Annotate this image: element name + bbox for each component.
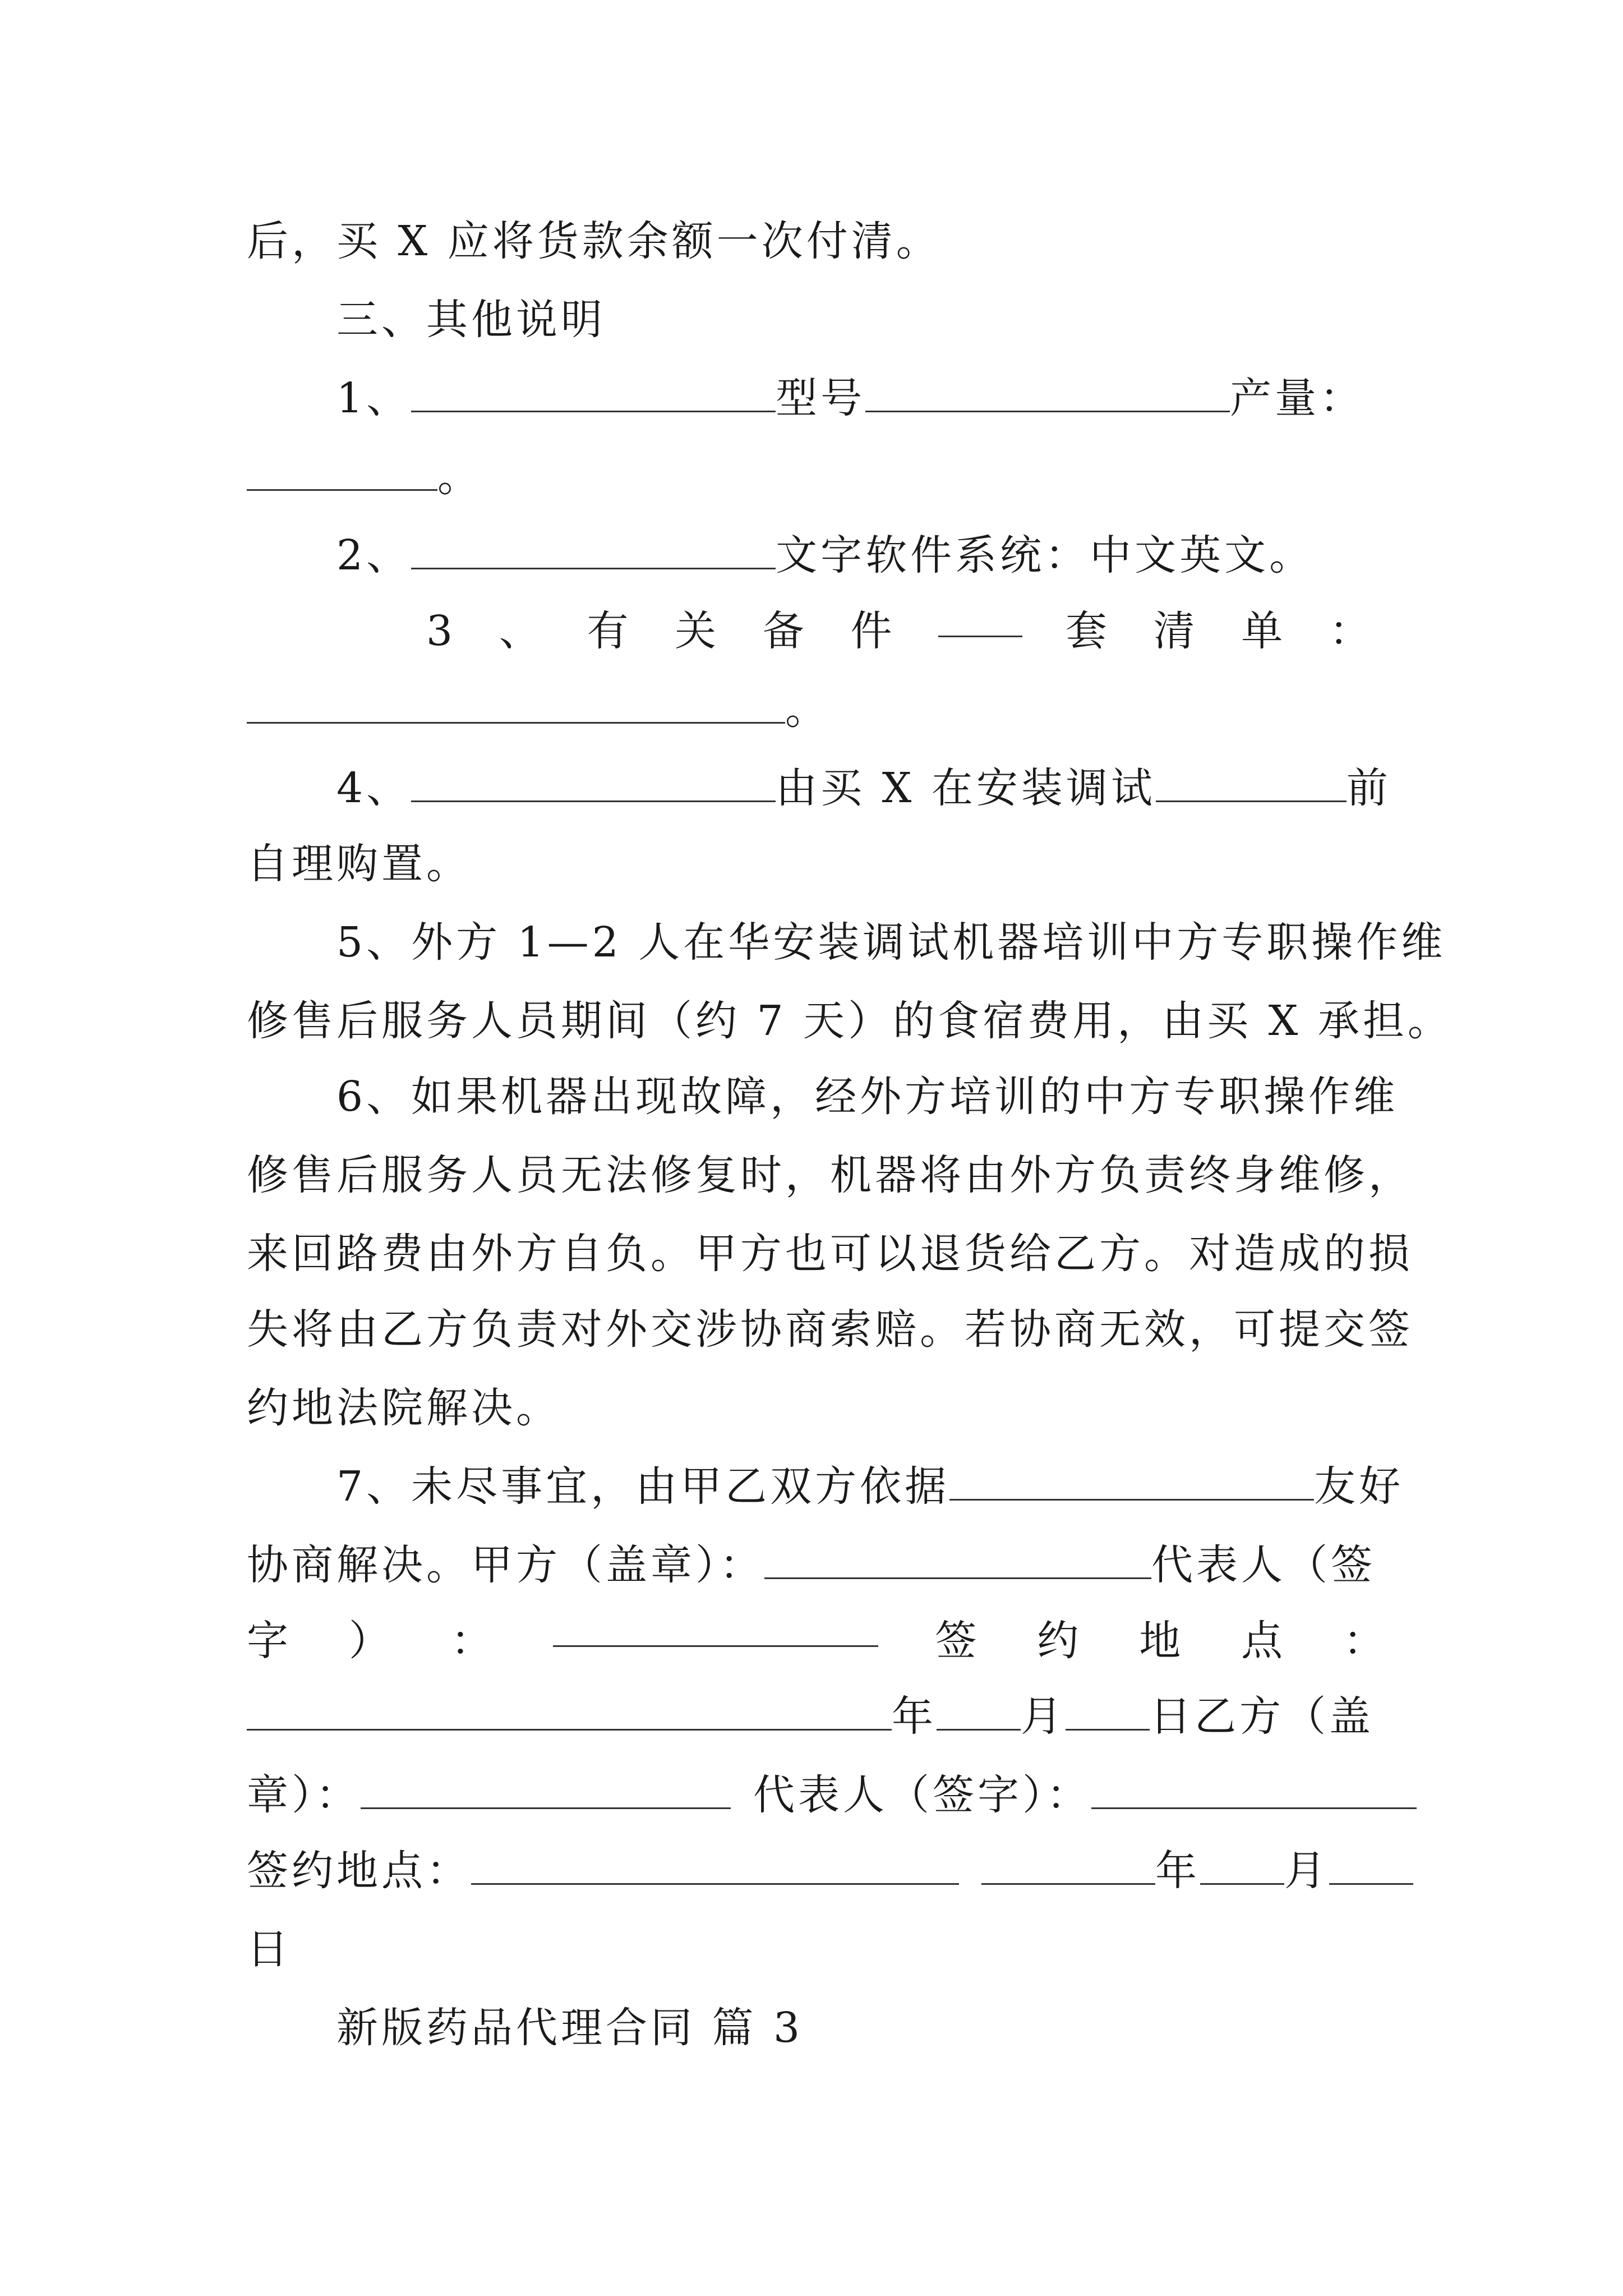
clause-char: 3 bbox=[426, 607, 457, 655]
line-text: 来回路费由外方自负。甲方也可以退货给乙方。对造成的损 bbox=[247, 1230, 1413, 1278]
line-text: 修售后服务人员无法修复时，机器将由外方负责终身维修， bbox=[247, 1151, 1413, 1199]
line-text: 协商解决。甲方（盖章）： bbox=[247, 1541, 764, 1589]
fill-blank[interactable] bbox=[937, 1696, 1021, 1731]
line-char: ： bbox=[450, 1617, 496, 1665]
clause-char: 备 bbox=[762, 607, 808, 655]
line-text: 。 bbox=[437, 453, 482, 501]
text-line bbox=[247, 1613, 1388, 1669]
section-heading bbox=[336, 292, 606, 348]
fill-blank[interactable] bbox=[1156, 768, 1347, 802]
clause-char: 有 bbox=[587, 607, 632, 655]
text-line bbox=[247, 1380, 561, 1436]
clause-char: 关 bbox=[675, 607, 720, 655]
text-line bbox=[247, 993, 1453, 1049]
line-text: 代表人（签 bbox=[1151, 1541, 1376, 1589]
line-text: 。 bbox=[785, 685, 830, 734]
date-day: 日 bbox=[247, 1925, 292, 1973]
fill-blank[interactable] bbox=[411, 378, 776, 412]
clause-text: 由买 X 在安装调试 bbox=[776, 764, 1156, 812]
line-text: 修售后服务人员期间（约 7 天）的食宿费用，由买 X 承担。 bbox=[247, 997, 1453, 1045]
line-text: 5、外方 1—2 人在华安装调试机器培训中方专职操作维 bbox=[336, 918, 1446, 967]
text-line bbox=[247, 213, 941, 269]
line-text: 6、如果机器出现故障，经外方培训的中方专职操作维 bbox=[336, 1073, 1399, 1121]
clause-6 bbox=[336, 1069, 1398, 1125]
text-line bbox=[247, 1767, 1417, 1823]
party-a-seal-blank[interactable] bbox=[764, 1545, 1151, 1579]
fill-blank[interactable] bbox=[411, 768, 776, 802]
text-line bbox=[247, 1843, 1413, 1899]
text-line bbox=[247, 1537, 1376, 1593]
line-char: ） bbox=[348, 1617, 394, 1665]
line-text: 自理购置。 bbox=[247, 840, 471, 888]
clause-text: 前 bbox=[1346, 764, 1391, 812]
line-text: 章）： bbox=[247, 1771, 361, 1819]
heading-text: 三、其他说明 bbox=[336, 296, 606, 344]
fill-blank[interactable] bbox=[1200, 1851, 1284, 1885]
text-line bbox=[247, 1226, 1413, 1282]
line-char: 签 bbox=[935, 1617, 980, 1665]
clause-number: 4、 bbox=[336, 764, 412, 812]
line-char: ： bbox=[1343, 1617, 1388, 1665]
clause-char: ： bbox=[1329, 607, 1374, 655]
date-month: 月 bbox=[1284, 1847, 1329, 1895]
fill-blank[interactable] bbox=[247, 457, 437, 491]
fill-blank[interactable] bbox=[981, 1851, 1155, 1885]
fill-blank[interactable] bbox=[938, 603, 1022, 637]
date-year: 年 bbox=[892, 1692, 937, 1741]
clause-text: 友好 bbox=[1314, 1462, 1404, 1511]
line-text: 后，买 X 应将货款余额一次付清。 bbox=[247, 217, 941, 265]
section-title bbox=[336, 2000, 803, 2056]
party-b-place-blank[interactable] bbox=[471, 1851, 959, 1885]
clause-char: 、 bbox=[499, 607, 544, 655]
fill-blank[interactable] bbox=[411, 535, 776, 569]
clause-char: 套 bbox=[1065, 607, 1110, 655]
line-char: 约 bbox=[1037, 1617, 1082, 1665]
text-line bbox=[247, 1921, 292, 1977]
fill-blank[interactable] bbox=[1329, 1851, 1413, 1885]
party-a-signature-blank[interactable] bbox=[553, 1613, 878, 1647]
clause-2 bbox=[336, 527, 1314, 583]
line-text: 代表人（签字）： bbox=[753, 1771, 1091, 1819]
text-line bbox=[247, 1688, 1374, 1745]
text-line bbox=[247, 449, 482, 505]
date-year: 年 bbox=[1155, 1847, 1200, 1895]
fill-blank[interactable] bbox=[949, 1466, 1314, 1501]
clause-text: 型号 bbox=[776, 374, 866, 422]
clause-text: 产量： bbox=[1230, 374, 1365, 422]
clause-text: 7、未尽事宜，由甲乙双方依据 bbox=[336, 1462, 950, 1511]
fill-blank[interactable] bbox=[1066, 1696, 1150, 1731]
clause-number: 1、 bbox=[336, 374, 412, 422]
clause-3 bbox=[426, 603, 1374, 659]
clause-7 bbox=[336, 1458, 1404, 1515]
text-line bbox=[247, 836, 471, 892]
clause-5 bbox=[336, 914, 1446, 970]
party-b-signature-blank[interactable] bbox=[1091, 1775, 1417, 1809]
line-text: 失将由乙方负责对外交涉协商索赔。若协商无效，可提交签 bbox=[247, 1305, 1413, 1354]
clause-number: 2、 bbox=[336, 531, 412, 579]
line-char: 字 bbox=[247, 1617, 292, 1665]
clause-text: 文字软件系统：中文英文。 bbox=[776, 531, 1315, 579]
text-line bbox=[247, 1301, 1413, 1358]
text-line bbox=[247, 682, 830, 738]
line-text: 签约地点： bbox=[247, 1847, 471, 1895]
party-a-place-blank[interactable] bbox=[247, 1696, 892, 1731]
clause-4 bbox=[336, 760, 1391, 816]
clause-char: 单 bbox=[1241, 607, 1287, 655]
party-b-seal-blank[interactable] bbox=[361, 1775, 731, 1809]
line-char: 地 bbox=[1139, 1617, 1184, 1665]
text-line bbox=[247, 1147, 1413, 1203]
line-text: 日乙方（盖 bbox=[1150, 1692, 1374, 1741]
title-text: 新版药品代理合同 篇 3 bbox=[336, 2004, 804, 2052]
fill-blank[interactable] bbox=[247, 689, 785, 724]
clause-char: 清 bbox=[1153, 607, 1198, 655]
clause-char: 件 bbox=[850, 607, 896, 655]
line-char: 点 bbox=[1241, 1617, 1287, 1665]
date-month: 月 bbox=[1021, 1692, 1066, 1741]
fill-blank[interactable] bbox=[865, 378, 1230, 412]
line-text: 约地法院解决。 bbox=[247, 1384, 561, 1432]
clause-1 bbox=[336, 370, 1364, 426]
